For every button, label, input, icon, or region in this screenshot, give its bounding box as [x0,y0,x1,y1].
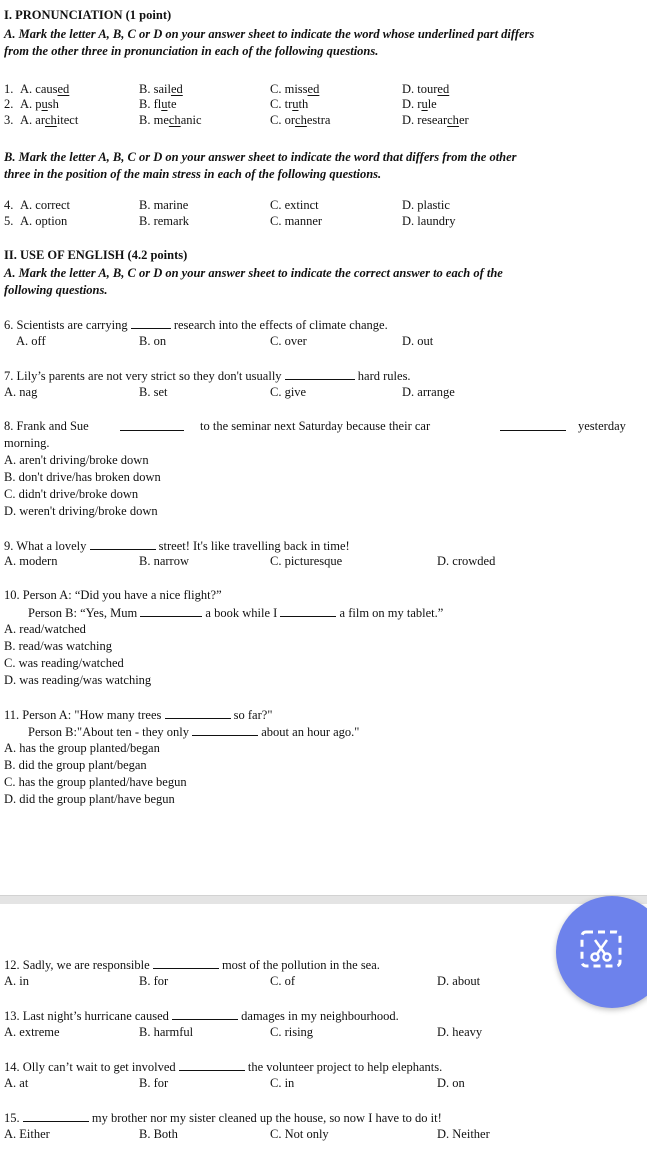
q13-option-c[interactable]: C. rising [270,1025,314,1039]
answer-blank [172,1008,238,1020]
section2-instruction-line2: following questions. [4,283,108,297]
q9-option-a[interactable]: A. modern [4,554,58,568]
underlined-part: ed [170,82,183,96]
q15-option-d[interactable]: D. Neither [437,1127,490,1141]
answer-blank [140,605,202,617]
underlined-part: ch [295,113,307,127]
q8-option-c[interactable]: C. didn't drive/broke down [4,487,139,501]
q2-option-b[interactable]: B. flute [139,97,177,111]
question-10-line2: Person B: “Yes, Mum a book while I a film on my tablet.” [28,606,444,620]
q8-option-b[interactable]: B. don't drive/has broken down [4,470,161,484]
underlined-part: ed [307,82,320,96]
q12-option-b[interactable]: B. for [139,974,169,988]
q5-option-c[interactable]: C. manner [270,214,323,228]
underlined-part: u [161,97,168,111]
q10-option-d[interactable]: D. was reading/was watching [4,673,152,687]
q6-option-d[interactable]: D. out [402,334,434,348]
question-8-stem-part2: to the seminar next Saturday because their car [200,419,431,433]
q2-option-a[interactable]: A. push [20,97,59,111]
underlined-part: u [41,97,48,111]
q2-option-c[interactable]: C. truth [270,97,309,111]
q15-option-c[interactable]: C. Not only [270,1127,329,1141]
q12-option-d[interactable]: D. about [437,974,481,988]
question-8-stem-part3: yesterday [578,419,626,433]
q13-option-a[interactable]: A. extreme [4,1025,60,1039]
answer-blank [131,317,171,329]
q11-option-a[interactable]: A. has the group planted/began [4,741,160,755]
section-use-of-english-title: II. USE OF ENGLISH (4.2 points) [4,248,188,262]
question-12-stem: 12. Sadly, we are responsible most of the pollution in the sea. [4,958,380,972]
answer-blank [23,1110,89,1122]
q5-option-d[interactable]: D. laundry [402,214,456,228]
question-11-line1: 11. Person A: "How many trees so far?" [4,708,273,722]
q9-option-b[interactable]: B. narrow [139,554,189,568]
underlined-part: u [292,97,299,111]
question-10-line1: 10. Person A: “Did you have a nice flight?” [4,588,222,602]
q2-option-d[interactable]: D. rule [402,97,437,111]
question-13-stem: 13. Last night’s hurricane caused damages in my neighbourhood. [4,1009,399,1023]
underlined-part: u [421,97,428,111]
q11-option-c[interactable]: C. has the group planted/have begun [4,775,187,789]
q6-option-a[interactable]: A. off [16,334,46,348]
answer-blank [90,538,156,550]
q10-option-a[interactable]: A. read/watched [4,622,86,636]
question-6-stem: 6. Scientists are carrying research into the effects of climate change. [4,318,388,332]
q6-option-c[interactable]: C. over [270,334,307,348]
part-b-instruction-line1: B. Mark the letter A, B, C or D on your answer sheet to indicate the word that differs from the other [4,150,517,164]
q13-option-b[interactable]: B. harmful [139,1025,194,1039]
underlined-part: ch [45,113,57,127]
question-1-number: 1. [4,82,14,96]
q14-option-a[interactable]: A. at [4,1076,29,1090]
question-15-stem: 15. my brother nor my sister cleaned up the house, so now I have to do it! [4,1111,442,1125]
answer-blank [179,1059,245,1071]
q3-option-b[interactable]: B. mechanic [139,113,202,127]
question-14-stem: 14. Olly can’t wait to get involved the volunteer project to help elephants. [4,1060,443,1074]
q7-option-d[interactable]: D. arrange [402,385,455,399]
q7-option-a[interactable]: A. nag [4,385,38,399]
question-4 [4,198,13,213]
part-a-instruction-line2: from the other three in pronunciation in each of the following questions. [4,44,379,58]
question-8-blank-1 [120,419,184,435]
answer-blank [153,957,219,969]
q14-option-b[interactable]: B. for [139,1076,169,1090]
screenshot-crop-button[interactable] [556,896,647,1008]
answer-blank [192,724,258,736]
answer-blank [285,368,355,380]
question-7-stem: 7. Lily’s parents are not very strict so they don't usually hard rules. [4,369,411,383]
q14-option-d[interactable]: D. on [437,1076,465,1090]
underlined-part: ed [57,82,70,96]
q1-option-c[interactable]: C. missed [270,82,320,96]
question-11-line2: Person B:"About ten - they only about an hour ago." [28,725,360,739]
q11-option-d[interactable]: D. did the group plant/have begun [4,792,175,806]
underlined-part: ed [437,82,450,96]
q3-option-a[interactable]: A. architect [20,113,79,127]
part-a-instruction-line1: A. Mark the letter A, B, C or D on your answer sheet to indicate the word whose underlined part differs [4,27,535,41]
section2-instruction-line1: A. Mark the letter A, B, C or D on your answer sheet to indicate the correct answer to each of the [4,266,503,280]
question-number: 4. [4,198,14,212]
q4-option-d[interactable]: D. plastic [402,198,450,212]
q15-option-b[interactable]: B. Both [139,1127,178,1141]
question-8-stem-part4: morning. [4,436,50,450]
q5-option-b[interactable]: B. remark [139,214,189,228]
question-9-stem: 9. What a lovely street! It's like travelling back in time! [4,539,350,553]
answer-blank [280,605,336,617]
question-8-stem-part1: 8. Frank and Sue [4,419,89,433]
q8-option-d[interactable]: D. weren't driving/broke down [4,504,158,518]
q6-option-b[interactable]: B. on [139,334,167,348]
q7-option-c[interactable]: C. give [270,385,307,399]
q5-option-a[interactable]: A. option [20,214,68,228]
q15-option-a[interactable]: A. Either [4,1127,50,1141]
q9-option-c[interactable]: C. picturesque [270,554,343,568]
q7-option-b[interactable]: B. set [139,385,168,399]
question-number: 5. [4,214,14,228]
q4-option-c[interactable]: C. extinct [270,198,319,212]
q1-option-d[interactable]: D. toured [402,82,450,96]
q10-option-b[interactable]: B. read/was watching [4,639,112,653]
q4-option-b[interactable]: B. marine [139,198,189,212]
q3-option-c[interactable]: C. orchestra [270,113,331,127]
q1-option-b[interactable]: B. sailed [139,82,183,96]
q3-option-d[interactable]: D. researcher [402,113,469,127]
screenshot-scissors-icon [578,926,624,972]
part-b-instruction-line2: three in the position of the main stress in each of the following questions. [4,167,382,181]
q4-option-a[interactable]: A. correct [20,198,70,212]
q10-option-c[interactable]: C. was reading/watched [4,656,124,670]
q13-option-d[interactable]: D. heavy [437,1025,483,1039]
q9-option-d[interactable]: D. crowded [437,554,496,568]
q8-option-a[interactable]: A. aren't driving/broke down [4,453,149,467]
question-8-blank-2 [500,419,566,435]
q11-option-b[interactable]: B. did the group plant/began [4,758,147,772]
question-2-number: 2. [4,97,14,111]
q12-option-c[interactable]: C. of [270,974,295,988]
q12-option-a[interactable]: A. in [4,974,29,988]
question-3-number: 3. [4,113,14,127]
answer-blank [165,707,231,719]
question-5 [4,214,13,229]
section-pronunciation-title: I. PRONUNCIATION (1 point) [4,8,172,22]
q14-option-c[interactable]: C. in [270,1076,295,1090]
page-separator [0,895,647,904]
q1-option-a[interactable]: A. caused [20,82,70,96]
underlined-part: ch [447,113,459,127]
underlined-part: ch [168,113,181,127]
